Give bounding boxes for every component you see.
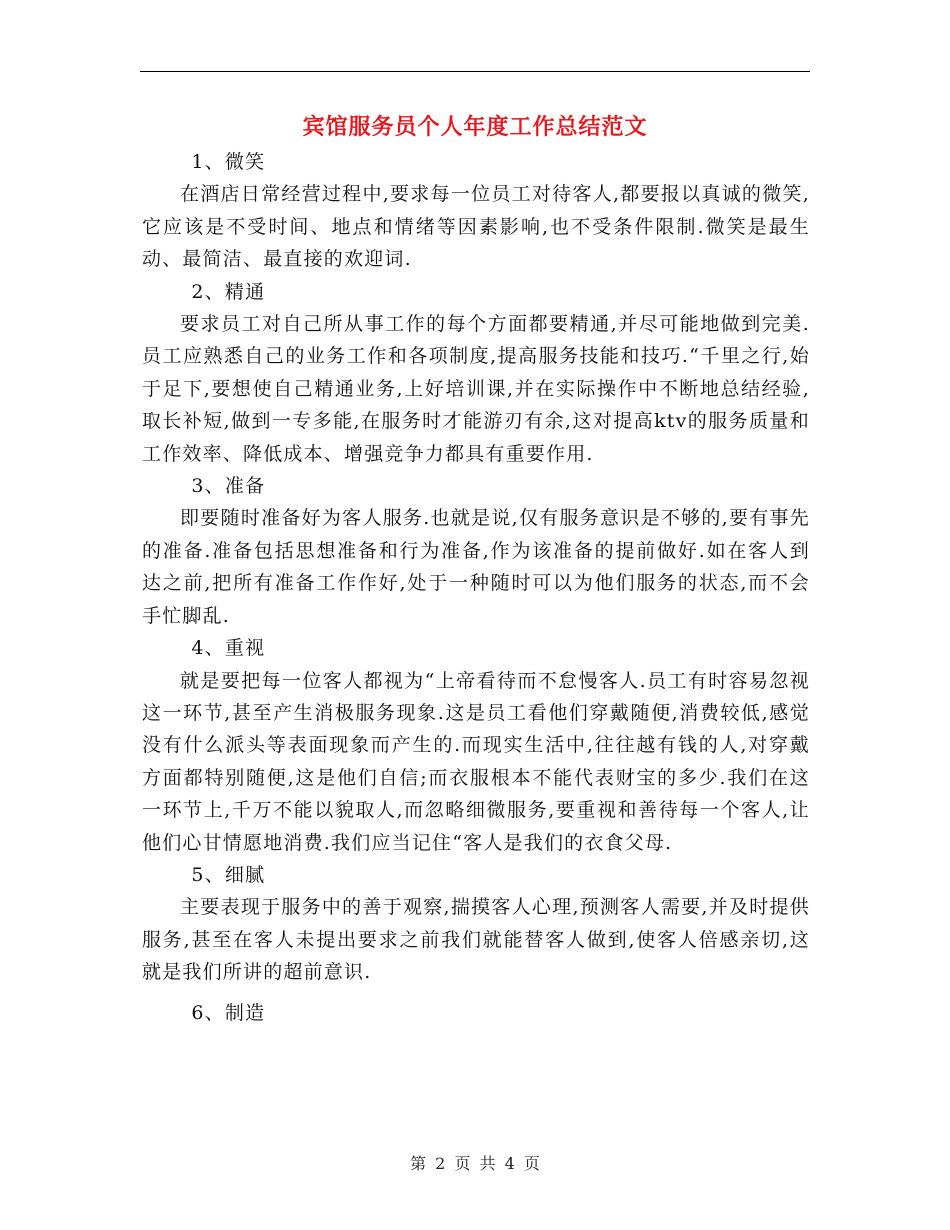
section-heading-smile: 1、微笑 [191, 151, 266, 173]
section-paragraph-attention: 就是要把每一位客人都视为“上帝看待而不怠慢客人.员工有时容易忽视这一环节,甚至产生消极服务现象.这是员工看他们穿戴随便,消费较低,感觉没有什么派头等表面现象而产生的.而现实生活中,往往越有钱的人,对穿戴方面都特别随便,这是他们自信;而衣服根本不能代表财宝的多少.我们在这一环节上,千万不能以貌取人,而忽略细微服务,要重视和善待每一个客人,让他们心甘情愿地消费.我们应当记住“客人是我们的衣食父母. [142, 669, 810, 854]
section-paragraph-preparation: 即要随时准备好为客人服务.也就是说,仅有服务意识是不够的,要有事先的准备.准备包括思想准备和行为准备,作为该准备的提前做好.如在客人到达之前,把所有准备工作作好,处于一种随时可以为他们服务的状态,而不会手忙脚乱. [142, 507, 810, 627]
section-heading-attention: 4、重视 [191, 637, 266, 660]
section-paragraph-proficiency: 要求员工对自己所从事工作的每个方面都要精通,并尽可能地做到完美.员工应熟悉自己的业务工作和各项制度,提高服务技能和技巧.“千里之行,始于足下,要想使自己精通业务,上好培训课,并在实际操作中不断地总结经验,取长补短,做到一专多能,在服务时才能游刃有余,这对提高ktv的服务质量和工作效率、降低成本、增强竞争力都具有重要作用. [142, 313, 810, 465]
section-heading-proficiency: 2、精通 [191, 280, 266, 303]
document-body [142, 146, 810, 1029]
page-number-footer: 第 2 页 共 4 页 [410, 1154, 540, 1173]
section-heading-meticulous: 5、细腻 [191, 863, 266, 886]
section-paragraph-meticulous: 主要表现于服务中的善于观察,揣摸客人心理,预测客人需要,并及时提供服务,甚至在客人未提出要求之前我们就能替客人做到,使客人倍感亲切,这就是我们所讲的超前意识. [142, 896, 810, 984]
document-title: 宾馆服务员个人年度工作总结范文 [302, 114, 648, 140]
section-paragraph-smile: 在酒店日常经营过程中,要求每一位员工对待客人,都要报以真诚的微笑,它应该是不受时间、地点和情绪等因素影响,也不受条件限制.微笑是最生动、最简洁、最直接的欢迎词. [142, 183, 810, 271]
section-heading-preparation: 3、准备 [191, 475, 266, 498]
section-heading-create: 6、制造 [191, 1001, 266, 1024]
header-rule [140, 71, 810, 72]
